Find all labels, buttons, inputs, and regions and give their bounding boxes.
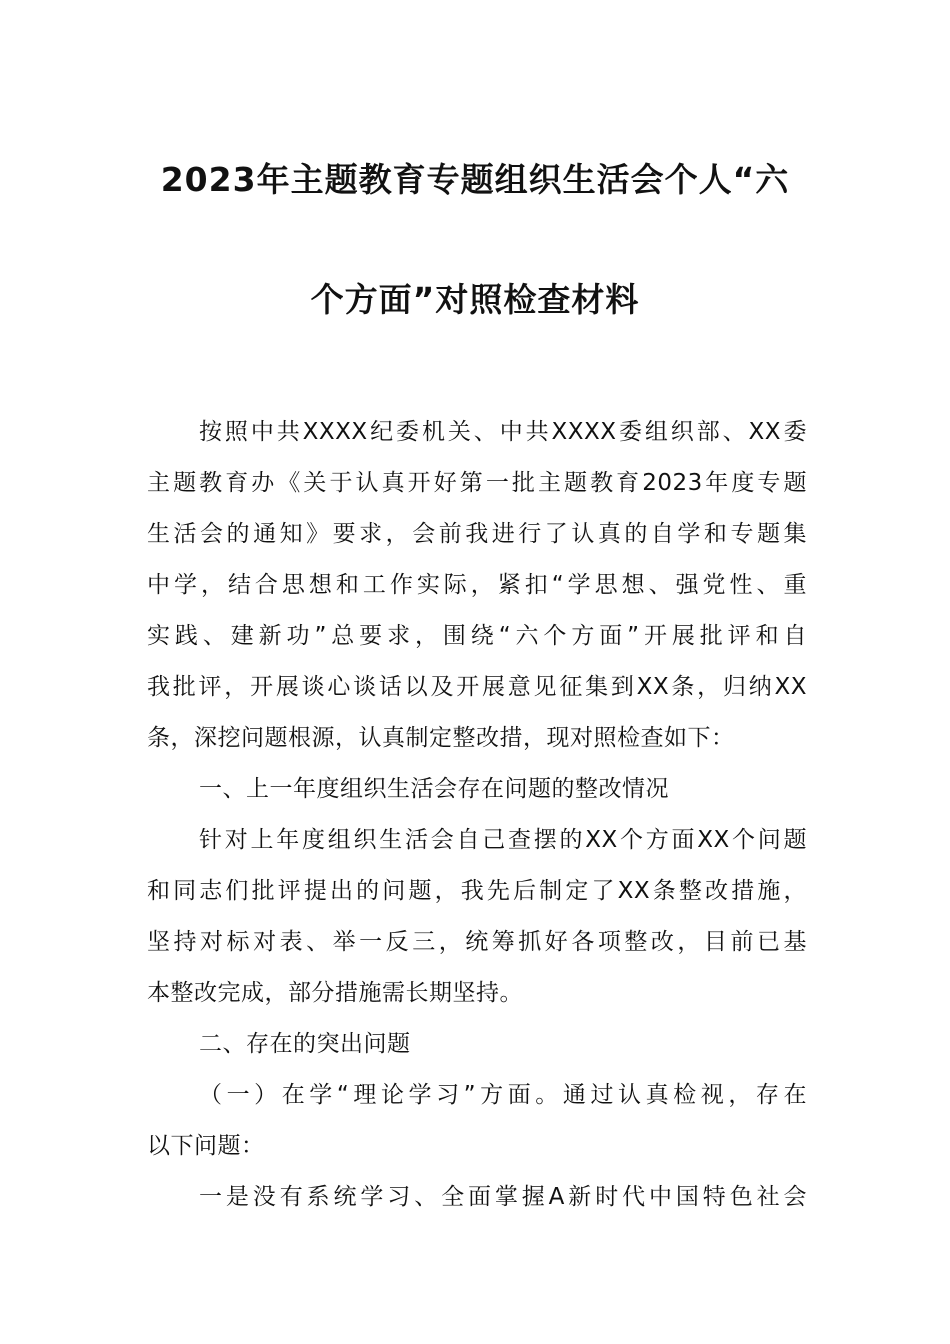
document-title-line-1: 2023年主题教育专题组织生活会个人“六 bbox=[160, 160, 790, 199]
paragraph-line: 条，深挖问题根源，认真制定整改措，现对照检查如下： bbox=[147, 725, 735, 751]
document-body bbox=[147, 407, 807, 1223]
paragraph-line: 我批评，开展谈心谈话以及开展意见征集到XX条，归纳XX bbox=[147, 674, 807, 700]
section-heading-1: 一、上一年度组织生活会存在问题的整改情况 bbox=[199, 776, 669, 802]
paragraph-line: 实践、建新功”总要求，围绕“六个方面”开展批评和自 bbox=[147, 623, 807, 649]
subsection-heading-1: （一）在学“理论学习”方面。通过认真检视，存在 bbox=[199, 1082, 807, 1108]
paragraph-line: 坚持对标对表、举一反三，统筹抓好各项整改，目前已基 bbox=[147, 929, 807, 955]
paragraph-line: 和同志们批评提出的问题，我先后制定了XX条整改措施， bbox=[147, 878, 807, 904]
paragraph-line: 一是没有系统学习、全面掌握A新时代中国特色社会 bbox=[199, 1184, 807, 1210]
paragraph-line: 主题教育办《关于认真开好第一批主题教育2023年度专题 bbox=[147, 470, 807, 496]
paragraph-line: 以下问题： bbox=[147, 1133, 265, 1159]
section-heading-2: 二、存在的突出问题 bbox=[199, 1031, 411, 1057]
paragraph-line: 本整改完成，部分措施需长期坚持。 bbox=[147, 980, 523, 1006]
document-title-line-2: 个方面”对照检查材料 bbox=[310, 280, 640, 319]
paragraph-line: 中学，结合思想和工作实际，紧扣“学思想、强党性、重 bbox=[147, 572, 807, 598]
paragraph-line: 按照中共XXXX纪委机关、中共XXXX委组织部、XX委 bbox=[199, 419, 807, 445]
paragraph-line: 生活会的通知》要求，会前我进行了认真的自学和专题集 bbox=[147, 521, 807, 547]
paragraph-line: 针对上年度组织生活会自己查摆的XX个方面XX个问题 bbox=[199, 827, 807, 853]
